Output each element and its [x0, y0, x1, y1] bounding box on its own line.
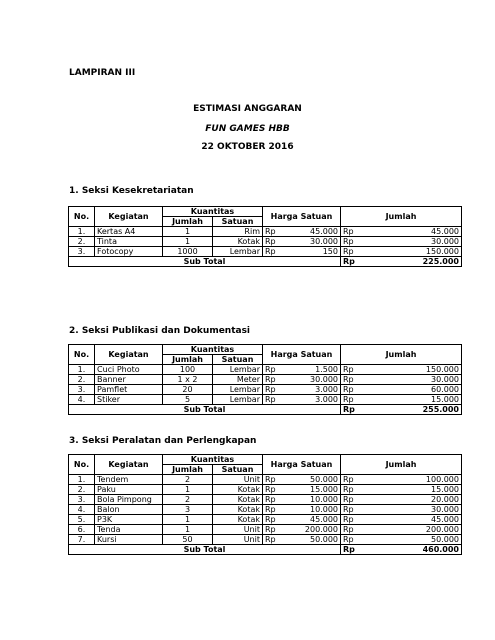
- row-quantity: 3: [163, 505, 213, 515]
- header-satuan: Satuan: [213, 217, 263, 227]
- row-total: 45.000: [369, 227, 462, 237]
- table-row: [69, 535, 462, 545]
- subtotal-row: [69, 257, 462, 267]
- header-kegiatan: Kegiatan: [95, 345, 163, 365]
- row-unit: Kotak: [213, 485, 263, 495]
- row-price-currency: Rp: [263, 375, 290, 385]
- header-jumlah-qty: Jumlah: [163, 355, 213, 365]
- row-price-currency: Rp: [263, 237, 290, 247]
- header-satuan: Satuan: [213, 355, 263, 365]
- table-header-row: [69, 345, 462, 355]
- row-total-currency: Rp: [341, 535, 369, 545]
- row-unit: Kotak: [213, 505, 263, 515]
- header-jumlah-qty: Jumlah: [163, 465, 213, 475]
- row-number: 4.: [69, 395, 95, 405]
- lampiran-label: LAMPIRAN III: [69, 68, 136, 78]
- row-number: 3.: [69, 385, 95, 395]
- row-quantity: 20: [163, 385, 213, 395]
- header-jumlah: Jumlah: [341, 207, 462, 227]
- row-total: 15.000: [369, 485, 462, 495]
- document-title: ESTIMASI ANGGARAN: [193, 104, 302, 114]
- header-harga-satuan: Harga Satuan: [263, 455, 341, 475]
- row-unit: Unit: [213, 535, 263, 545]
- row-unit: Lembar: [213, 365, 263, 375]
- row-price: 30.000: [290, 237, 341, 247]
- subtotal-label: Sub Total: [69, 257, 341, 267]
- row-total-currency: Rp: [341, 395, 369, 405]
- subtotal-currency: Rp: [341, 545, 369, 555]
- row-total: 30.000: [369, 237, 462, 247]
- table-row: [69, 525, 462, 535]
- row-item: Balon: [95, 505, 163, 515]
- row-total: 20.000: [369, 495, 462, 505]
- row-price-currency: Rp: [263, 505, 290, 515]
- row-item: Kursi: [95, 535, 163, 545]
- row-quantity: 1 x 2: [163, 375, 213, 385]
- table-row: [69, 237, 462, 247]
- row-total-currency: Rp: [341, 525, 369, 535]
- row-unit: Kotak: [213, 515, 263, 525]
- row-number: 4.: [69, 505, 95, 515]
- row-quantity: 1: [163, 525, 213, 535]
- row-number: 5.: [69, 515, 95, 525]
- row-unit: Lembar: [213, 385, 263, 395]
- row-unit: Lembar: [213, 395, 263, 405]
- row-price: 1.500: [290, 365, 341, 375]
- table-row: [69, 365, 462, 375]
- row-total-currency: Rp: [341, 365, 369, 375]
- subtotal-currency: Rp: [341, 405, 369, 415]
- row-quantity: 1: [163, 227, 213, 237]
- row-price: 200.000: [290, 525, 341, 535]
- section-heading: 2. Seksi Publikasi dan Dokumentasi: [69, 326, 251, 336]
- row-total-currency: Rp: [341, 485, 369, 495]
- row-number: 3.: [69, 247, 95, 257]
- row-quantity: 100: [163, 365, 213, 375]
- row-price: 30.000: [290, 375, 341, 385]
- row-total: 50.000: [369, 535, 462, 545]
- subtotal-currency: Rp: [341, 257, 369, 267]
- table-row: [69, 505, 462, 515]
- row-total: 60.000: [369, 385, 462, 395]
- table-header-row: [69, 455, 462, 465]
- row-item: Tenda: [95, 525, 163, 535]
- subtotal-value: 225.000: [369, 257, 462, 267]
- row-item: Stiker: [95, 395, 163, 405]
- row-number: 3.: [69, 495, 95, 505]
- row-total-currency: Rp: [341, 515, 369, 525]
- row-quantity: 1: [163, 485, 213, 495]
- row-quantity: 1: [163, 237, 213, 247]
- row-unit: Kotak: [213, 495, 263, 505]
- row-quantity: 2: [163, 495, 213, 505]
- subtotal-row: [69, 405, 462, 415]
- row-number: 1.: [69, 365, 95, 375]
- row-total: 45.000: [369, 515, 462, 525]
- row-price-currency: Rp: [263, 365, 290, 375]
- row-total: 30.000: [369, 375, 462, 385]
- row-total-currency: Rp: [341, 237, 369, 247]
- header-satuan: Satuan: [213, 465, 263, 475]
- table-row: [69, 475, 462, 485]
- subtotal-label: Sub Total: [69, 545, 341, 555]
- document-date: 22 OKTOBER 2016: [201, 142, 294, 152]
- row-item: Tendem: [95, 475, 163, 485]
- table-row: [69, 495, 462, 505]
- row-total-currency: Rp: [341, 247, 369, 257]
- row-price-currency: Rp: [263, 385, 290, 395]
- row-price: 3.000: [290, 385, 341, 395]
- document-subtitle: FUN GAMES HBB: [205, 124, 290, 134]
- row-number: 2.: [69, 237, 95, 247]
- row-price: 150: [290, 247, 341, 257]
- row-price-currency: Rp: [263, 227, 290, 237]
- row-price: 50.000: [290, 475, 341, 485]
- row-total: 100.000: [369, 475, 462, 485]
- row-price: 45.000: [290, 515, 341, 525]
- table-row: [69, 385, 462, 395]
- row-total-currency: Rp: [341, 495, 369, 505]
- row-unit: Lembar: [213, 247, 263, 257]
- row-unit: Unit: [213, 525, 263, 535]
- row-unit: Unit: [213, 475, 263, 485]
- row-number: 1.: [69, 475, 95, 485]
- header-jumlah: Jumlah: [341, 345, 462, 365]
- table-row: [69, 395, 462, 405]
- row-total-currency: Rp: [341, 505, 369, 515]
- table-header-row: [69, 207, 462, 217]
- subtotal-row: [69, 545, 462, 555]
- row-price-currency: Rp: [263, 495, 290, 505]
- row-number: 6.: [69, 525, 95, 535]
- header-kuantitas: Kuantitas: [163, 455, 263, 465]
- header-jumlah-qty: Jumlah: [163, 217, 213, 227]
- row-unit: Meter: [213, 375, 263, 385]
- row-unit: Rim: [213, 227, 263, 237]
- table-row: [69, 247, 462, 257]
- row-price-currency: Rp: [263, 515, 290, 525]
- row-item: Cuci Photo: [95, 365, 163, 375]
- row-unit: Kotak: [213, 237, 263, 247]
- row-total-currency: Rp: [341, 227, 369, 237]
- header-kuantitas: Kuantitas: [163, 345, 263, 355]
- row-price-currency: Rp: [263, 485, 290, 495]
- table-row: [69, 375, 462, 385]
- subtotal-label: Sub Total: [69, 405, 341, 415]
- row-price: 15.000: [290, 485, 341, 495]
- header-harga-satuan: Harga Satuan: [263, 207, 341, 227]
- header-no: No.: [69, 345, 95, 365]
- row-number: 2.: [69, 375, 95, 385]
- row-quantity: 2: [163, 475, 213, 485]
- row-item: Pamflet: [95, 385, 163, 395]
- row-item: Kertas A4: [95, 227, 163, 237]
- subtotal-value: 255.000: [369, 405, 462, 415]
- header-no: No.: [69, 207, 95, 227]
- section-heading: 3. Seksi Peralatan dan Perlengkapan: [69, 436, 257, 446]
- row-quantity: 1: [163, 515, 213, 525]
- row-price: 10.000: [290, 495, 341, 505]
- row-price: 45.000: [290, 227, 341, 237]
- row-item: Tinta: [95, 237, 163, 247]
- header-kegiatan: Kegiatan: [95, 207, 163, 227]
- row-number: 2.: [69, 485, 95, 495]
- table-row: [69, 485, 462, 495]
- header-kegiatan: Kegiatan: [95, 455, 163, 475]
- row-price-currency: Rp: [263, 475, 290, 485]
- row-price-currency: Rp: [263, 525, 290, 535]
- table-row: [69, 227, 462, 237]
- row-quantity: 50: [163, 535, 213, 545]
- row-total: 150.000: [369, 365, 462, 375]
- row-total: 30.000: [369, 505, 462, 515]
- row-item: P3K: [95, 515, 163, 525]
- row-total-currency: Rp: [341, 375, 369, 385]
- table-row: [69, 515, 462, 525]
- row-number: 7.: [69, 535, 95, 545]
- row-price: 10.000: [290, 505, 341, 515]
- row-price-currency: Rp: [263, 395, 290, 405]
- row-price-currency: Rp: [263, 535, 290, 545]
- row-total-currency: Rp: [341, 475, 369, 485]
- row-total: 15.000: [369, 395, 462, 405]
- row-quantity: 1000: [163, 247, 213, 257]
- row-total-currency: Rp: [341, 385, 369, 395]
- row-quantity: 5: [163, 395, 213, 405]
- header-kuantitas: Kuantitas: [163, 207, 263, 217]
- row-item: Fotocopy: [95, 247, 163, 257]
- header-jumlah: Jumlah: [341, 455, 462, 475]
- header-no: No.: [69, 455, 95, 475]
- header-harga-satuan: Harga Satuan: [263, 345, 341, 365]
- row-item: Banner: [95, 375, 163, 385]
- row-price: 50.000: [290, 535, 341, 545]
- row-number: 1.: [69, 227, 95, 237]
- row-price-currency: Rp: [263, 247, 290, 257]
- row-item: Paku: [95, 485, 163, 495]
- subtotal-value: 460.000: [369, 545, 462, 555]
- row-total: 150.000: [369, 247, 462, 257]
- section-heading: 1. Seksi Kesekretariatan: [69, 186, 194, 196]
- row-price: 3.000: [290, 395, 341, 405]
- row-item: Bola Pimpong: [95, 495, 163, 505]
- row-total: 200.000: [369, 525, 462, 535]
